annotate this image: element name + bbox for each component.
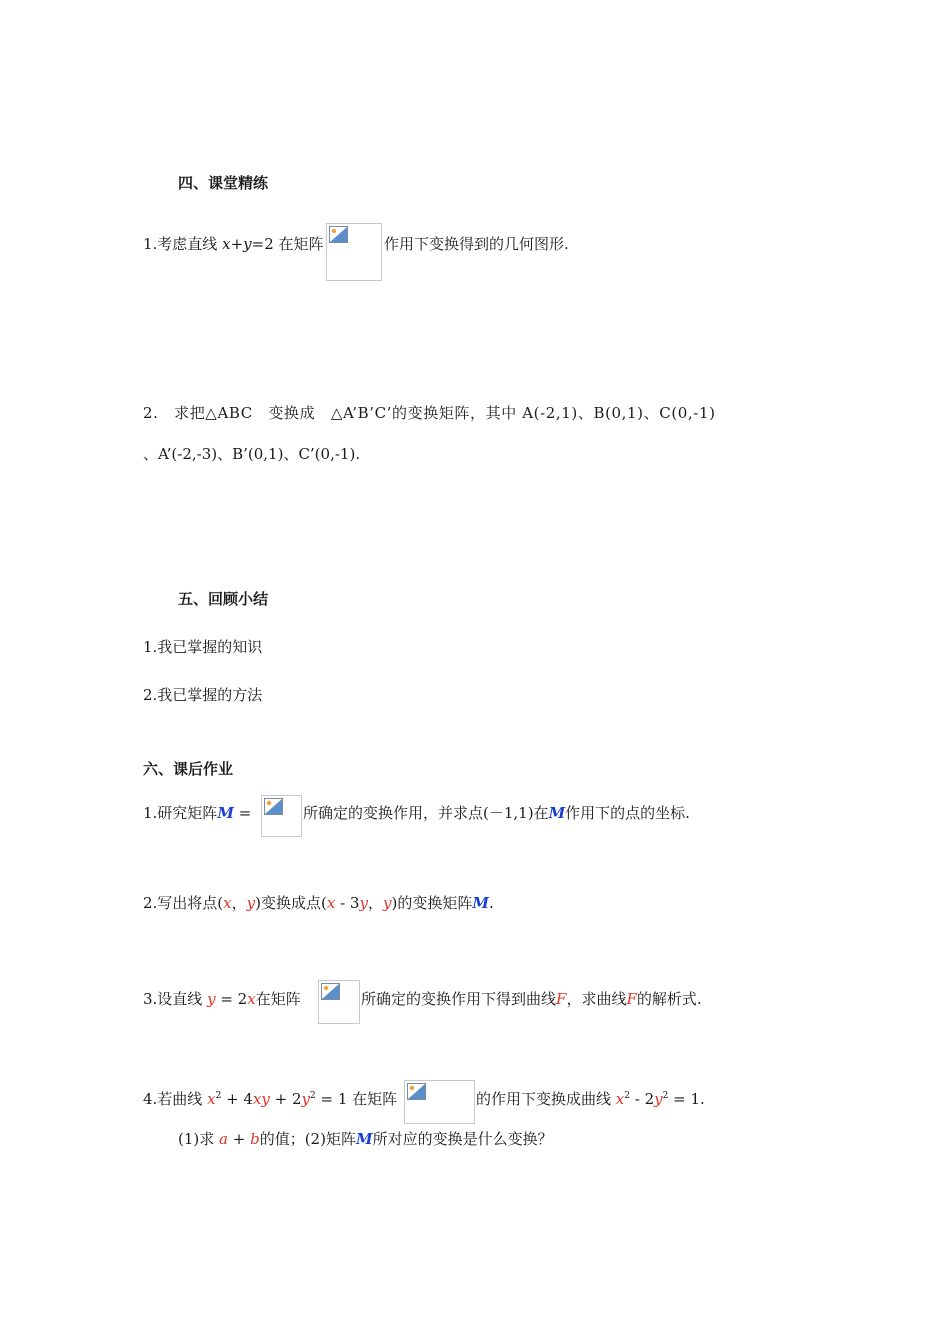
plus-sign: + (227, 1130, 251, 1148)
homework-4-tail (476, 1088, 705, 1110)
homework-2-text-2: )变换成点( (255, 894, 327, 912)
homework-4 (143, 1088, 397, 1110)
plus-term: + 2 (269, 1090, 302, 1108)
plus-term: + 4 (221, 1090, 253, 1108)
var-y: y (359, 894, 368, 912)
homework-2-text-3: )的变换矩阵 (391, 894, 473, 912)
matrix-image (326, 223, 382, 281)
summary-item-2: 2.我已掌握的方法 (143, 686, 263, 704)
homework-1-text: 1.研究矩阵 (143, 804, 218, 822)
var-y: y (207, 990, 216, 1008)
homework-3-tail (361, 988, 702, 1010)
exercise-2-line-2: 、A’(-2,-3)、B’(0,1)、C’(0,-1). (143, 445, 361, 463)
homework-4-text: 4.若曲线 (143, 1090, 208, 1108)
homework-3 (143, 988, 301, 1010)
exponent: 2 (310, 1091, 316, 1101)
var-y: y (301, 1090, 311, 1108)
var-y: y (654, 1090, 663, 1108)
homework-1-text-2: 所确定的变换作用，并求点(－1,1)在 (303, 804, 549, 822)
exercise-1-text-2: =2 在矩阵 (251, 235, 324, 253)
equals-sign: = (233, 804, 252, 822)
subquestion-text-3: 所对应的变换是什么变换？ (372, 1130, 553, 1148)
var-M: M (217, 804, 234, 822)
homework-3-text-2: 在矩阵 (255, 990, 301, 1008)
var-M: M (355, 1130, 373, 1148)
var-x: x (222, 235, 231, 253)
var-b: b (250, 1130, 260, 1148)
plus-sign: + (230, 235, 244, 253)
homework-4-text-3: 的作用下变换成曲线 (476, 1090, 616, 1108)
var-F: F (626, 990, 637, 1008)
var-M: M (472, 894, 489, 912)
comma: ， (367, 894, 383, 912)
matrix-image (318, 980, 360, 1024)
broken-image-icon (264, 798, 283, 815)
subquestion-text: (1)求 (178, 1130, 220, 1148)
broken-image-icon (321, 983, 340, 1000)
exponent: 2 (662, 1091, 669, 1101)
var-x: x (326, 894, 336, 912)
broken-image-icon (407, 1083, 426, 1100)
var-y: y (382, 894, 392, 912)
homework-4-text-4: = 1. (668, 1090, 705, 1108)
section-5-heading: 五、回顾小结 (178, 590, 269, 608)
section-4-heading: 四、课堂精练 (178, 174, 269, 192)
homework-3-text-5: 的解析式. (636, 990, 702, 1008)
equals-term: = 2 (215, 990, 248, 1008)
homework-1-tail (303, 802, 690, 824)
var-F: F (556, 990, 567, 1008)
homework-3-text: 3.设直线 (143, 990, 208, 1008)
exercise-1 (143, 233, 324, 255)
homework-2 (143, 892, 494, 914)
homework-1-text-3: 作用下的点的坐标. (565, 804, 690, 822)
homework-4-subquestion (178, 1128, 553, 1150)
homework-4-text-2: = 1 在矩阵 (315, 1090, 398, 1108)
var-a: a (219, 1130, 228, 1148)
exercise-1-text: 1.考虑直线 (143, 235, 223, 253)
var-x: x (223, 894, 232, 912)
var-xy: xy (252, 1090, 270, 1108)
section-6-heading: 六、课后作业 (143, 760, 234, 778)
exercise-2-line-1: 2. 求把△ABC 变换成 △A’B’C’的变换矩阵，其中 A(-2,1)、B(0,1)、C(0,-1) (143, 404, 716, 422)
broken-image-icon (329, 226, 348, 243)
var-x: x (247, 990, 256, 1008)
var-y: y (243, 235, 252, 253)
homework-2-text: 2.写出将点( (143, 894, 224, 912)
summary-item-1: 1.我已掌握的知识 (143, 638, 263, 656)
exponent: 2 (215, 1091, 222, 1101)
homework-1 (143, 802, 251, 824)
var-M: M (548, 804, 566, 822)
exponent: 2 (624, 1091, 630, 1101)
exercise-1-tail: 作用下变换得到的几何图形. (384, 235, 569, 253)
period: . (488, 894, 494, 912)
comma: ， (231, 894, 247, 912)
matrix-image (261, 795, 302, 837)
homework-3-text-4: ，求曲线 (566, 990, 627, 1008)
minus-term: - 2 (629, 1090, 655, 1108)
subquestion-text-2: 的值；(2)矩阵 (259, 1130, 356, 1148)
matrix-image (404, 1080, 475, 1124)
var-x: x (207, 1090, 216, 1108)
homework-3-text-3: 所确定的变换作用下得到曲线 (361, 990, 557, 1008)
var-y: y (246, 894, 256, 912)
minus-term: - 3 (335, 894, 360, 912)
var-x: x (615, 1090, 625, 1108)
